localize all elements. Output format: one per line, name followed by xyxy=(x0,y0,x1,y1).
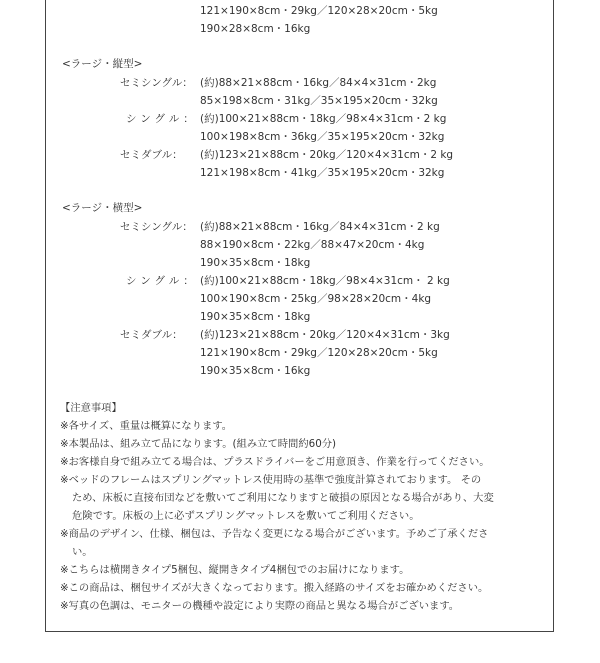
lv-semi-single-label: セミシングル： xyxy=(120,77,193,89)
lv-single-label: シングル： xyxy=(126,113,198,125)
lh-single-label: シングル： xyxy=(126,275,198,287)
notes-heading: 【注意事項】 xyxy=(60,402,122,414)
note-line: ※写真の色調は、モニターの機種や設定により実際の商品と異なる場合がございます。 xyxy=(60,600,460,612)
note-line: ※この商品は、梱包サイズが大きくなっております。搬入経路のサイズをお確かめください。 xyxy=(60,582,489,594)
lh-semi-single-line-3: 190×35×8cm・18kg xyxy=(200,257,311,269)
lh-single-line-1: (約)100×21×88cm・18kg／98×4×31cm・ 2 kg xyxy=(200,275,450,287)
note-line: 危険です。床板の上に必ずスプリングマットレスを敷いてご利用ください。 xyxy=(72,510,420,522)
lv-semi-double-label: セミダブル： xyxy=(120,149,183,161)
lh-semi-single-line-2: 88×190×8cm・22kg／88×47×20cm・4kg xyxy=(200,239,425,251)
lh-semi-double-line-2: 121×190×8cm・29kg／120×28×20cm・5kg xyxy=(200,347,438,359)
lv-single-line-1: (約)100×21×88cm・18kg／98×4×31cm・2 kg xyxy=(200,113,447,125)
lv-single-line-2: 100×198×8cm・36kg／35×195×20cm・32kg xyxy=(200,131,445,143)
lv-semi-single-line-2: 85×198×8cm・31kg／35×195×20cm・32kg xyxy=(200,95,438,107)
lv-semi-single-line-1: (約)88×21×88cm・16kg／84×4×31cm・2kg xyxy=(200,77,437,89)
lh-single-line-2: 100×190×8cm・25kg／98×28×20cm・4kg xyxy=(200,293,432,305)
lh-semi-single-label: セミシングル： xyxy=(120,221,193,233)
note-line: ※本製品は、組み立て品になります。(組み立て時間約60分) xyxy=(60,438,337,450)
lh-semi-single-line-1: (約)88×21×88cm・16kg／84×4×31cm・2 kg xyxy=(200,221,440,233)
note-line: ※ベッドのフレームはスプリングマットレス使用時の基準で強度計算されております。 その xyxy=(60,474,482,486)
note-line: ※お客様自身で組み立てる場合は、プラスドライバーをご用意頂き、作業を行ってください。 xyxy=(60,456,490,468)
lv-semi-double-line-2: 121×198×8cm・41kg／35×195×20cm・32kg xyxy=(200,167,445,179)
large-vertical-heading: <ラージ・縦型> xyxy=(62,58,143,70)
note-line: ※こちらは横開きタイプ5梱包、縦開きタイプ4梱包でのお届けになります。 xyxy=(60,564,410,576)
top-size-line-2: 190×28×8cm・16kg xyxy=(200,23,311,35)
lv-semi-double-line-1: (約)123×21×88cm・20kg／120×4×31cm・2 kg xyxy=(200,149,454,161)
top-size-line-1: 121×190×8cm・29kg／120×28×20cm・5kg xyxy=(200,5,438,17)
lh-semi-double-line-1: (約)123×21×88cm・20kg／120×4×31cm・3kg xyxy=(200,329,450,341)
large-horizontal-heading: <ラージ・横型> xyxy=(62,202,143,214)
lh-semi-double-line-3: 190×35×8cm・16kg xyxy=(200,365,311,377)
note-line: い。 xyxy=(72,546,93,558)
note-line: ※各サイズ、重量は概算になります。 xyxy=(60,420,233,432)
lh-semi-double-label: セミダブル： xyxy=(120,329,183,341)
lh-single-line-3: 190×35×8cm・18kg xyxy=(200,311,311,323)
note-line: ※商品のデザイン、仕様、梱包は、予告なく変更になる場合がございます。予めご了承くださ xyxy=(60,528,489,540)
note-line: ため、床板に直接布団などを敷いてご利用になりますと破損の原因となる場合があり、大変 xyxy=(72,492,494,504)
